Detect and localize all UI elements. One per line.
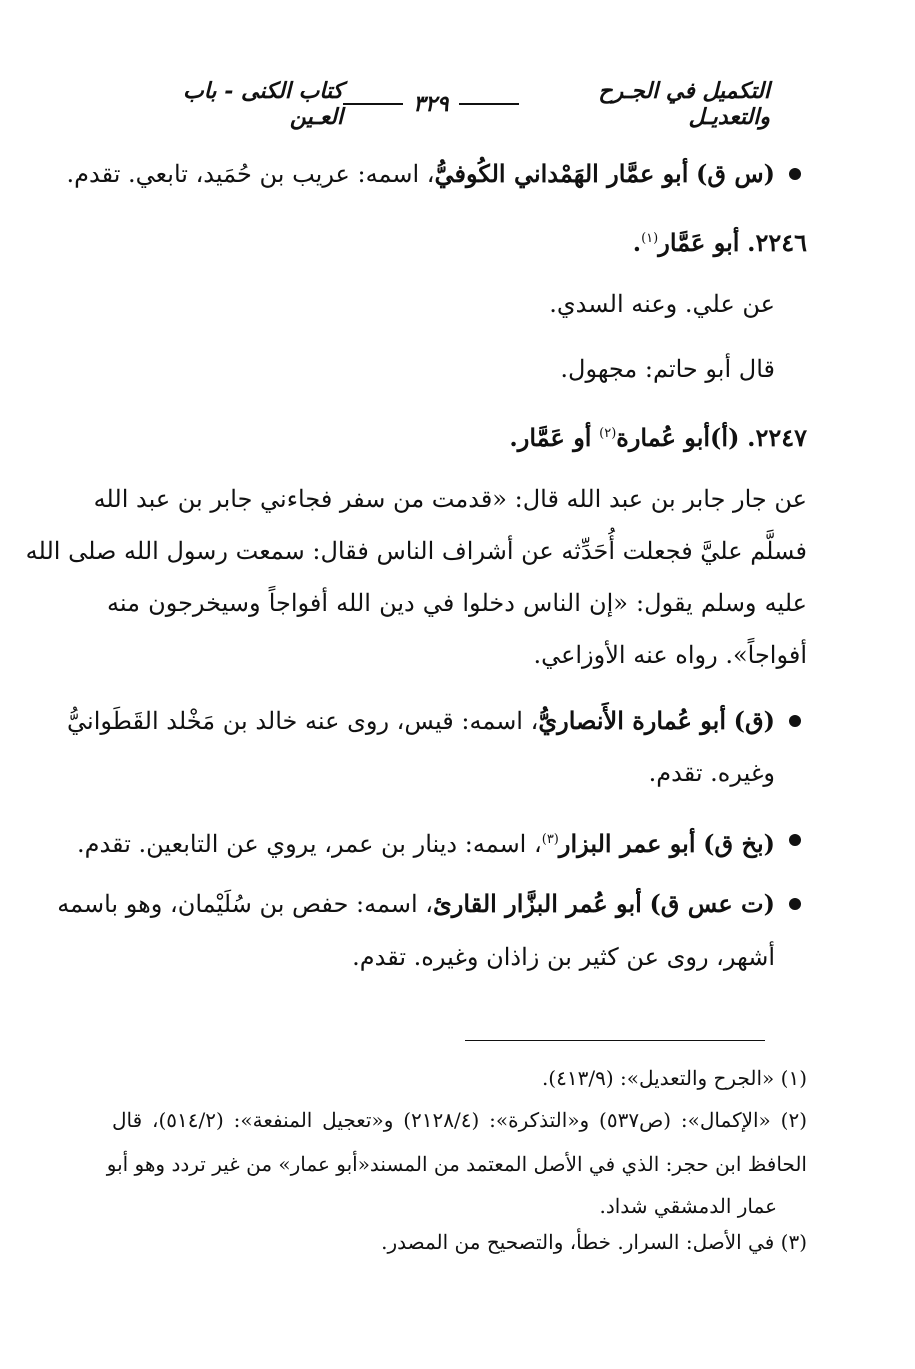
entry-4-line: وغيره. تقدم.	[648, 759, 775, 787]
entry-text: ، اسمه: قيس، روى عنه خالد بن مَخْلد القَطَوانيُّ	[67, 707, 539, 735]
entry-text: ، اسمه: حفص بن سُلَيْمان، وهو باسمه	[57, 890, 434, 918]
entry-4	[67, 704, 775, 738]
entry-2247-line: فسلَّم عليَّ فجعلت أُحَدِّثه عن أشراف الناس فقال: سمعت رسول الله صلى الله	[25, 537, 807, 565]
entry-name: أبو عمر البزار	[558, 829, 696, 858]
entry-number: ٢٢٤٧.	[747, 423, 807, 452]
footnote-3: (٣) في الأصل: السرار. خطأ، والتصحيح من المصدر.	[381, 1230, 807, 1254]
footnote-2-line: الحافظ ابن حجر: الذي في الأصل المعتمد من المسند«أبو عمار» من غير تردد وهو أبو	[106, 1152, 807, 1176]
entry-name: أبو عُمارة	[616, 423, 711, 452]
entry-name: أبو عُمارة الأَنصاريُّ	[538, 706, 727, 735]
footnote-2-line: عمار الدمشقي شداد.	[599, 1194, 777, 1218]
entry-code: (ت عس ق)	[649, 889, 775, 918]
bullet-icon	[789, 168, 801, 180]
header-dash-right	[459, 103, 519, 105]
entry-2246-line: قال أبو حاتم: مجهول.	[560, 355, 775, 383]
entry-code: (ق)	[733, 706, 775, 735]
page-number-group	[343, 91, 518, 117]
entry-2247-line: أفواجاً». رواه عنه الأوزاعي.	[533, 641, 807, 669]
section-title: كتاب الكنى - باب العـين	[183, 78, 344, 130]
footnote-2-line: (٢) «الإكمال»: (ص٥٣٧) و«التذكرة»: (٢١٢٨/٤) و«تعجيل المنفعة»: (٥١٤/٢)، قال	[112, 1108, 807, 1132]
footnote-1: (١) «الجرح والتعديل»: (٤١٣/٩).	[541, 1066, 807, 1090]
entry-number: ٢٢٤٦.	[747, 228, 807, 257]
entry-6	[57, 887, 775, 921]
entry-2246-line: عن علي. وعنه السدي.	[549, 290, 775, 318]
running-header	[130, 78, 770, 130]
footnote-ref: (١)	[641, 231, 659, 246]
entry-code: (بخ ق)	[703, 829, 775, 858]
entry-5	[77, 823, 775, 861]
entry-text: ، اسمه: دينار بن عمر، يروي عن التابعين. تقدم.	[76, 830, 542, 858]
entry-2247-line: عليه وسلم يقول: «إن الناس دخلوا في دين الله أفواجاً وسيخرجون منه	[107, 589, 807, 617]
footnote-ref: (٣)	[541, 832, 559, 847]
page-number: ٣٢٩	[413, 91, 449, 117]
entry-2246-heading	[633, 222, 807, 260]
entry-alt-name: أو عَمَّار.	[509, 423, 592, 452]
bullet-icon	[789, 834, 801, 846]
entry-name: أبو عمَّار الهَمْداني الكُوفيُّ	[434, 159, 689, 188]
bullet-icon	[789, 898, 801, 910]
entry-code: (س ق)	[696, 159, 775, 188]
entry-tail: .	[632, 228, 642, 257]
footnote-separator	[465, 1040, 765, 1041]
entry-name: أبو عَمَّار	[658, 228, 740, 257]
entry-2247-line: عن جار جابر بن عبد الله قال: «قدمت من سفر فجاءني جابر بن عبد الله	[93, 485, 807, 513]
entry-text: ، اسمه: عريب بن حُمَيد، تابعي. تقدم.	[66, 160, 435, 188]
entry-6-line: أشهر، روى عن كثير بن زاذان وغيره. تقدم.	[352, 943, 775, 971]
entry-1	[67, 157, 775, 191]
footnote-ref: (٢)	[599, 426, 617, 441]
header-dash-left	[343, 103, 403, 105]
bullet-icon	[789, 715, 801, 727]
book-title: التكميل في الجـرح والتعديـل	[598, 78, 770, 130]
entry-2247-heading	[509, 417, 807, 455]
entry-code: (أ)	[710, 423, 740, 452]
entry-name: أبو عُمر البزَّار القارئ	[433, 889, 642, 918]
